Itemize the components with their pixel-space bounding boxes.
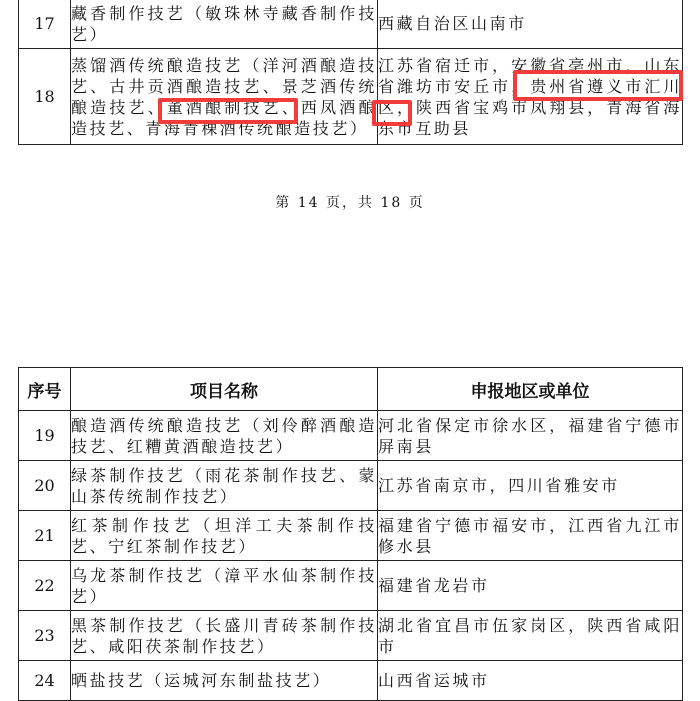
row-number: 20 [19,461,71,511]
header-region: 申报地区或单位 [378,368,683,411]
row-number: 21 [19,511,71,561]
row-number: 22 [19,561,71,611]
project-name: 晒盐技艺（运城河东制盐技艺） [71,661,378,701]
row-number: 19 [19,411,71,461]
region: 湖北省宜昌市伍家岗区，陕西省咸阳市 [378,611,683,661]
table-row [19,511,683,561]
project-name: 黑茶制作技艺（长盛川青砖茶制作技艺、咸阳茯茶制作技艺） [71,611,378,661]
project-name: 藏香制作技艺（敏珠林寺藏香制作技艺） [71,0,378,49]
region: 福建省宁德市福安市，江西省九江市修水县 [378,511,683,561]
region: 山西省运城市 [378,661,683,701]
row-number: 17 [19,0,71,49]
row-number: 24 [19,661,71,701]
highlight-box [513,70,683,101]
region: 西藏自治区山南市 [378,0,683,49]
project-name: 绿茶制作技艺（雨花茶制作技艺、蒙山茶传统制作技艺） [71,461,378,511]
table-row [19,611,683,661]
project-table [18,367,683,701]
header-number: 序号 [19,368,71,411]
table-row [19,411,683,461]
page-footer: 第 14 页，共 18 页 [275,195,425,211]
project-name: 蒸馏酒传统酿造技艺（洋河酒酿造技艺、古井贡酒酿造技艺、景芝酒传统酿造技艺、董酒酿制技艺、西凤酒酿造技艺、青海青稞酒传统酿造技艺） [71,49,378,145]
region: 河北省保定市徐水区，福建省宁德市屏南县 [378,411,683,461]
project-name: 乌龙茶制作技艺（漳平水仙茶制作技艺） [71,561,378,611]
row-number: 23 [19,611,71,661]
row-number: 18 [19,49,71,145]
project-name: 红茶制作技艺（坦洋工夫茶制作技艺、宁红茶制作技艺） [71,511,378,561]
region: 福建省龙岩市 [378,561,683,611]
table-row [19,661,683,701]
region: 江苏省宿迁市，安徽省亳州市，山东省潍坊市安丘市，贵州省遵义市汇川区，陕西省宝鸡市凤翔县，青海省海东市互助县 [378,49,683,145]
table-header-row [19,368,683,411]
table-row [19,461,683,511]
table-row [19,561,683,611]
highlight-box [372,100,412,126]
header-project-name: 项目名称 [71,368,378,411]
region: 江苏省南京市，四川省雅安市 [378,461,683,511]
highlight-box [158,98,298,124]
table-row [19,0,683,49]
project-name: 酿造酒传统酿造技艺（刘伶醉酒酿造技艺、红糟黄酒酿造技艺） [71,411,378,461]
